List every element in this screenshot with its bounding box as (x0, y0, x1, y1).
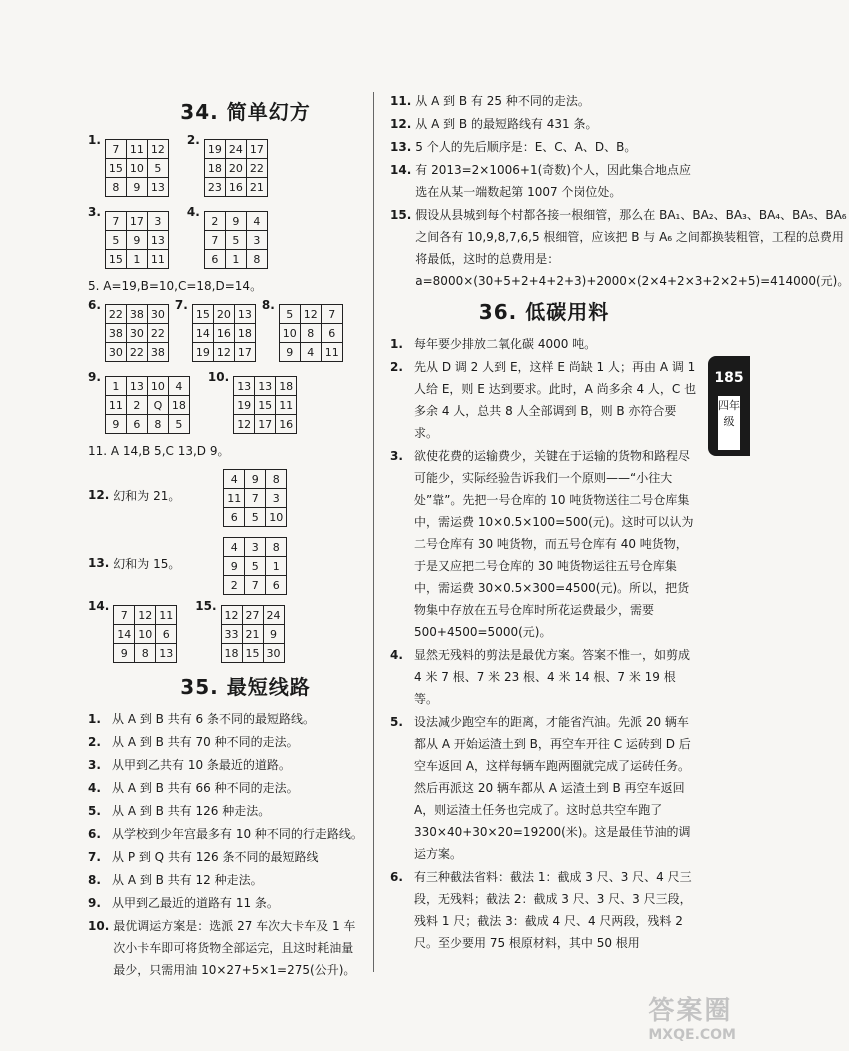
magic-square-row (279, 343, 342, 362)
magic-square-row (105, 343, 168, 362)
answer-text: 5 个人的先后顺序是：E、C、A、D、B。 (415, 140, 637, 154)
magic-square (192, 304, 256, 362)
magic-square-item (88, 599, 177, 663)
magic-square-cell: 38 (147, 343, 168, 362)
magic-square-item (88, 205, 169, 269)
magic-square-row (204, 250, 267, 269)
magic-square-cell: 14 (192, 324, 213, 343)
magic-square-row (221, 644, 284, 663)
question-number: 6. (88, 298, 101, 312)
grade-label: 四年级 (718, 396, 740, 450)
magic-square-cell: 8 (300, 324, 321, 343)
magic-square-row (105, 178, 168, 197)
magic-square-cell: 6 (266, 576, 287, 595)
magic-square-cell: 6 (156, 625, 177, 644)
magic-square-cell: 17 (234, 343, 255, 362)
magic-square-cell: 12 (147, 140, 168, 159)
magic-square-cell: 19 (192, 343, 213, 362)
answer-text: 从甲到乙最近的道路有 11 条。 (112, 896, 279, 910)
section-36-list (390, 333, 698, 954)
magic-square-cell: 27 (242, 606, 263, 625)
magic-square-cell: 19 (234, 396, 255, 415)
magic-square-item (208, 370, 297, 434)
magic-square-cell: 7 (245, 576, 266, 595)
magic-square-row (105, 324, 168, 343)
magic-square-cell: 19 (204, 140, 225, 159)
magic-square-cell: 3 (147, 212, 168, 231)
magic-square-cell: 15 (105, 250, 126, 269)
answer-item (390, 711, 698, 865)
magic-square-cell: 4 (300, 343, 321, 362)
question-number: 1. (88, 712, 101, 726)
answer-text: 假设从县城到每个村都各接一根细管，那么在 BA₁、BA₂、BA₃、BA₄、BA₅、BA₆ 之间各有 10,9,8,7,6,5 根细管，应该把 B 与 A₆ 之间都换装粗管，工程的总费用将最低，这时的总费用是：a=8000×(30+5+2+4+2+3)+2000×(2×4+2×3+2×2+5)=414000(元)。 (415, 208, 849, 288)
question-number: 3. (88, 758, 101, 772)
magic-square-row (234, 396, 297, 415)
magic-square-cell: 30 (105, 343, 126, 362)
magic-square-row (105, 396, 189, 415)
magic-square-cell: 1 (105, 377, 126, 396)
answer-text: 设法减少跑空车的距离，才能省汽油。先派 20 辆车都从 A 开始运渣土到 B，再空车开往 C 运砖到 D 后空车返回 A，这样每辆车跑两圈就完成了运砖任务。然后再派这 20 辆车都从 A 运渣土到 B 再空车返回 A，则运渣土任务也完成了。这时总共空车跑了 330×40+30×20=19200(米)。这是最佳节油的调运方案。 (414, 715, 691, 861)
answer-text: 最优调运方案是：选派 27 车次大卡车及 1 车次小卡车即可将货物全部运完，且这时耗油量最少，只需用油 10×27+5×1=275(公升)。 (113, 919, 356, 977)
answer-text: 从 A 到 B 有 25 种不同的走法。 (415, 94, 590, 108)
squares-row-5 (88, 599, 363, 663)
magic-square-cell: 8 (266, 470, 287, 489)
answer-text: 显然无残料的剪法是最优方案。答案不惟一，如剪成 4 米 7 根、7 米 23 根、4 米 14 根、7 米 19 根等。 (414, 648, 691, 706)
magic-square-row (105, 212, 168, 231)
magic-square-cell: 8 (147, 415, 168, 434)
magic-square-item (187, 205, 268, 269)
magic-square-row (105, 415, 189, 434)
magic-square-cell: 8 (266, 538, 287, 557)
magic-square-cell: 12 (221, 606, 242, 625)
answer-item (88, 915, 363, 981)
magic-square-cell: 3 (266, 489, 287, 508)
magic-square-cell: 16 (225, 178, 246, 197)
question-number: 12. (390, 117, 412, 131)
answer-item (390, 333, 698, 355)
answer-text: 从 A 到 B 共有 70 种不同的走法。 (112, 735, 299, 749)
magic-square-row (114, 644, 177, 663)
answer-item (390, 356, 698, 444)
question-number: 8. (261, 298, 275, 312)
answer-item (88, 708, 363, 730)
magic-square-cell: 22 (147, 324, 168, 343)
magic-square-cell: 17 (246, 140, 267, 159)
question-number: 10. (207, 370, 230, 384)
question-number: 8. (88, 873, 101, 887)
answer-text: 从 A 到 B 共有 66 种不同的走法。 (112, 781, 299, 795)
magic-square-cell: 24 (225, 140, 246, 159)
magic-square-cell: 9 (279, 343, 300, 362)
magic-square (105, 376, 190, 434)
answer-text: 从学校到少年宫最多有 10 种不同的行走路线。 (112, 827, 363, 841)
question-number: 15. (195, 599, 217, 613)
answer-5: 5. A=19,B=10,C=18,D=14。 (88, 279, 263, 293)
question-number: 2. (390, 360, 403, 374)
watermark-logo: 答案圈 (648, 996, 733, 1026)
magic-square-cell: 9 (114, 644, 135, 663)
magic-square-cell: 12 (135, 606, 156, 625)
magic-square-cell: 13 (147, 231, 168, 250)
answer-13 (88, 531, 363, 595)
answer-text: 有 2013=2×1006+1(奇数)个人，因此集合地点应选在从某一端数起第 1007 个岗位处。 (415, 163, 691, 199)
magic-square-cell: 7 (245, 489, 266, 508)
magic-square-cell: 5 (168, 415, 189, 434)
question-number: 5. (390, 715, 403, 729)
question-number: 6. (88, 827, 101, 841)
magic-square-cell: 6 (204, 250, 225, 269)
magic-square (223, 469, 287, 527)
magic-square-cell: 13 (234, 377, 255, 396)
magic-square-cell: 20 (213, 305, 234, 324)
answer-item (88, 892, 363, 914)
answer-item (88, 777, 363, 799)
magic-square-cell: 23 (204, 178, 225, 197)
answer-item (88, 869, 363, 891)
magic-square-cell: 7 (114, 606, 135, 625)
magic-square-cell: 15 (192, 305, 213, 324)
magic-square-cell: 9 (126, 178, 147, 197)
question-number: 11. (390, 94, 412, 108)
magic-square-cell: 6 (321, 324, 342, 343)
magic-square-cell: 4 (246, 212, 267, 231)
magic-square-row (105, 140, 168, 159)
magic-square-cell: 5 (245, 508, 266, 527)
column-divider (373, 92, 374, 972)
magic-square-row (279, 305, 342, 324)
squares-row-1 (88, 133, 363, 197)
magic-square-cell: 10 (279, 324, 300, 343)
magic-square-row (105, 159, 168, 178)
magic-square-row (114, 625, 177, 644)
magic-square-row (224, 489, 287, 508)
answer-text: 从甲到乙共有 10 条最近的道路。 (112, 758, 291, 772)
magic-square-cell: 24 (263, 606, 284, 625)
magic-square-cell: 4 (168, 377, 189, 396)
answer-text: 幻和为 15。 (113, 556, 181, 571)
magic-square-cell: 17 (126, 212, 147, 231)
magic-square-cell: 13 (147, 178, 168, 197)
magic-square-cell: 7 (105, 212, 126, 231)
magic-square-cell: 8 (105, 178, 126, 197)
answer-text: 欲使花费的运输费少，关键在于运输的货物和路程尽可能少，实际经验告诉我们一个原则——“小往大处”靠”。先把一号仓库的 10 吨货物送往二号仓库集中，需运费 10×0.5×100=500(元)。这时可以认为二号仓库有 30 吨货物，而五号仓库有 40 吨货物，于是又应把二号仓库的 30 吨货物运往五号仓库集中，需运费 30×0.5×300=4500(元)。所以，把货物集中存放在五号仓库时所花运费最少，需要 500+4500=5000(元)。 (414, 449, 694, 639)
magic-square-item (187, 133, 268, 197)
magic-square-cell: 3 (246, 231, 267, 250)
magic-square-cell: 18 (276, 377, 297, 396)
question-number: 1. (88, 133, 101, 147)
magic-square-item (195, 599, 284, 663)
answer-item (88, 823, 363, 845)
question-number: 7. (88, 850, 101, 864)
question-number: 4. (390, 648, 403, 662)
magic-square-cell: 38 (126, 305, 147, 324)
magic-square-cell: 2 (204, 212, 225, 231)
section-34-title: 34. 简单幻方 (180, 100, 311, 124)
magic-square-row (105, 377, 189, 396)
magic-square-cell: 22 (126, 343, 147, 362)
magic-square-cell: 4 (224, 470, 245, 489)
question-number: 2. (88, 735, 101, 749)
magic-square-cell: 18 (234, 324, 255, 343)
magic-square-cell: 18 (168, 396, 189, 415)
magic-square-row (105, 305, 168, 324)
magic-square-cell: 10 (126, 159, 147, 178)
squares-row-2 (88, 205, 363, 269)
magic-square (105, 304, 169, 362)
magic-square-cell: 7 (204, 231, 225, 250)
answer-item (390, 113, 698, 135)
question-number: 4. (186, 205, 200, 219)
magic-square-cell: 21 (246, 178, 267, 197)
question-number: 12. (88, 488, 110, 502)
answer-item (88, 731, 363, 753)
answer-text: 幻和为 21。 (113, 488, 181, 503)
magic-square-cell: 9 (224, 557, 245, 576)
section-36-title: 36. 低碳用料 (478, 300, 610, 324)
question-number: 3. (88, 205, 101, 219)
magic-square-cell: 5 (245, 557, 266, 576)
magic-square-cell: 13 (126, 377, 147, 396)
magic-square-cell: 8 (135, 644, 156, 663)
magic-square-item (175, 298, 256, 362)
squares-row-3 (88, 298, 363, 362)
answer-text: 每年要少排放二氧化碳 4000 吨。 (414, 337, 597, 351)
magic-square-cell: 2 (224, 576, 245, 595)
question-number: 14. (88, 599, 110, 613)
magic-square-cell: 15 (255, 396, 276, 415)
magic-square-cell: Q (147, 396, 168, 415)
magic-square-row (105, 250, 168, 269)
magic-square-row (279, 324, 342, 343)
magic-square-row (192, 324, 255, 343)
question-number: 7. (174, 298, 188, 312)
magic-square-cell: 17 (255, 415, 276, 434)
magic-square-row (224, 470, 287, 489)
magic-square-cell: 12 (234, 415, 255, 434)
magic-square (221, 605, 285, 663)
answer-item (390, 204, 849, 292)
magic-square-cell: 7 (105, 140, 126, 159)
magic-square-cell: 20 (225, 159, 246, 178)
magic-square-cell: 30 (126, 324, 147, 343)
magic-square-cell: 11 (156, 606, 177, 625)
magic-square-cell: 4 (224, 538, 245, 557)
magic-square (113, 605, 177, 663)
magic-square-row (234, 415, 297, 434)
answer-item (390, 445, 698, 643)
magic-square-row (204, 159, 267, 178)
magic-square-cell: 10 (147, 377, 168, 396)
magic-square-cell: 18 (221, 644, 242, 663)
magic-square-cell: 7 (321, 305, 342, 324)
magic-square-cell: 3 (245, 538, 266, 557)
magic-square-row (105, 231, 168, 250)
magic-square-cell: 38 (105, 324, 126, 343)
magic-square-cell: 14 (114, 625, 135, 644)
magic-square-cell: 5 (105, 231, 126, 250)
magic-square-cell: 1 (225, 250, 246, 269)
magic-square-row (192, 305, 255, 324)
magic-square-cell: 16 (213, 324, 234, 343)
magic-square-cell: 9 (245, 470, 266, 489)
question-number: 2. (186, 133, 200, 147)
magic-square-cell: 12 (300, 305, 321, 324)
watermark (648, 990, 736, 1043)
magic-square-cell: 6 (224, 508, 245, 527)
question-number: 3. (390, 449, 403, 463)
section-35-list-right (390, 90, 849, 292)
magic-square-cell: 11 (105, 396, 126, 415)
magic-square-cell: 11 (321, 343, 342, 362)
watermark-url: MXQE.COM (648, 1027, 736, 1043)
magic-square (105, 139, 169, 197)
left-column (88, 96, 363, 982)
magic-square-cell: 9 (105, 415, 126, 434)
magic-square-cell: 9 (126, 231, 147, 250)
squares-row-4 (88, 370, 363, 434)
question-number: 10. (88, 919, 110, 933)
question-number: 13. (88, 556, 110, 570)
answer-text: 有三种截法省料：截法 1：截成 3 尺、3 尺、4 尺三段，无残料；截法 2：截成 3 尺、3 尺、3 尺三段，残料 1 尺；截法 3：截成 4 尺、4 尺两段，残料 2 尺。至少要用 75 根原材料，其中 50 根用 (414, 870, 692, 950)
answer-item (390, 90, 698, 112)
section-35-list-left (88, 708, 363, 981)
magic-square-cell: 16 (276, 415, 297, 434)
question-number: 1. (390, 337, 403, 351)
magic-square-item (262, 298, 343, 362)
magic-square-cell: 13 (234, 305, 255, 324)
magic-square-cell: 1 (126, 250, 147, 269)
magic-square (233, 376, 297, 434)
answer-text: 从 A 到 B 共有 12 种走法。 (112, 873, 263, 887)
magic-square-row (192, 343, 255, 362)
magic-square-cell: 15 (242, 644, 263, 663)
magic-square-item (88, 298, 169, 362)
magic-square-cell: 21 (242, 625, 263, 644)
magic-square-cell: 5 (225, 231, 246, 250)
question-number: 15. (390, 208, 412, 222)
page-side-tab (708, 356, 750, 456)
magic-square-cell: 10 (266, 508, 287, 527)
magic-square-item (88, 133, 169, 197)
magic-square-row (224, 557, 287, 576)
question-number: 9. (88, 370, 101, 384)
magic-square-cell: 8 (246, 250, 267, 269)
magic-square (223, 537, 287, 595)
magic-square-cell: 15 (105, 159, 126, 178)
magic-square (204, 211, 268, 269)
magic-square-cell: 1 (266, 557, 287, 576)
magic-square-cell: 11 (276, 396, 297, 415)
answer-text: 先从 D 调 2 人到 E，这样 E 尚缺 1 人；再由 A 调 1 人给 E，则 E 达到要求。此时，A 尚多余 4 人，C 也多余 4 人，总共 8 人全部调到 B，则 B 亦符合要求。 (414, 360, 697, 440)
magic-square-row (204, 231, 267, 250)
magic-square-cell: 30 (147, 305, 168, 324)
magic-square-cell: 22 (105, 305, 126, 324)
magic-square-cell: 10 (135, 625, 156, 644)
answer-12 (88, 463, 363, 527)
magic-square-row (221, 606, 284, 625)
magic-square-cell: 11 (224, 489, 245, 508)
magic-square-cell: 5 (147, 159, 168, 178)
section-35-title: 35. 最短线路 (180, 675, 311, 699)
magic-square-cell: 22 (246, 159, 267, 178)
magic-square-cell: 9 (263, 625, 284, 644)
magic-square-cell: 2 (126, 396, 147, 415)
answer-item (390, 644, 698, 710)
magic-square-cell: 33 (221, 625, 242, 644)
answer-11: 11. A 14,B 5,C 13,D 9。 (88, 444, 230, 458)
answer-item (88, 800, 363, 822)
magic-square-cell: 30 (263, 644, 284, 663)
answer-text: 从 A 到 B 共有 126 种走法。 (112, 804, 271, 818)
question-number: 14. (390, 163, 412, 177)
answer-text: 从 P 到 Q 共有 126 条不同的最短路线 (112, 850, 319, 864)
question-number: 6. (390, 870, 403, 884)
magic-square-row (234, 377, 297, 396)
magic-square-cell: 5 (279, 305, 300, 324)
magic-square-cell: 9 (225, 212, 246, 231)
answer-item (390, 136, 698, 158)
magic-square-row (224, 508, 287, 527)
magic-square-row (204, 178, 267, 197)
answer-item (390, 866, 698, 954)
magic-square-row (204, 212, 267, 231)
magic-square-cell: 18 (204, 159, 225, 178)
magic-square-cell: 6 (126, 415, 147, 434)
magic-square-cell: 13 (156, 644, 177, 663)
magic-square-row (204, 140, 267, 159)
question-number: 4. (88, 781, 101, 795)
answer-item (390, 159, 698, 203)
magic-square-cell: 13 (255, 377, 276, 396)
magic-square-cell: 11 (126, 140, 147, 159)
magic-square (279, 304, 343, 362)
magic-square (105, 211, 169, 269)
answer-item (88, 846, 363, 868)
question-number: 5. (88, 804, 101, 818)
magic-square-row (221, 625, 284, 644)
question-number: 9. (88, 896, 101, 910)
magic-square-cell: 12 (213, 343, 234, 362)
magic-square-row (114, 606, 177, 625)
question-number: 13. (390, 140, 412, 154)
magic-square-row (224, 538, 287, 557)
answer-text: 从 A 到 B 的最短路线有 431 条。 (415, 117, 598, 131)
answer-text: 从 A 到 B 共有 6 条不同的最短路线。 (112, 712, 315, 726)
answer-item (88, 754, 363, 776)
magic-square-row (224, 576, 287, 595)
magic-square (204, 139, 268, 197)
magic-square-cell: 11 (147, 250, 168, 269)
page-number: 185 (714, 370, 744, 386)
magic-square-item (88, 370, 190, 434)
